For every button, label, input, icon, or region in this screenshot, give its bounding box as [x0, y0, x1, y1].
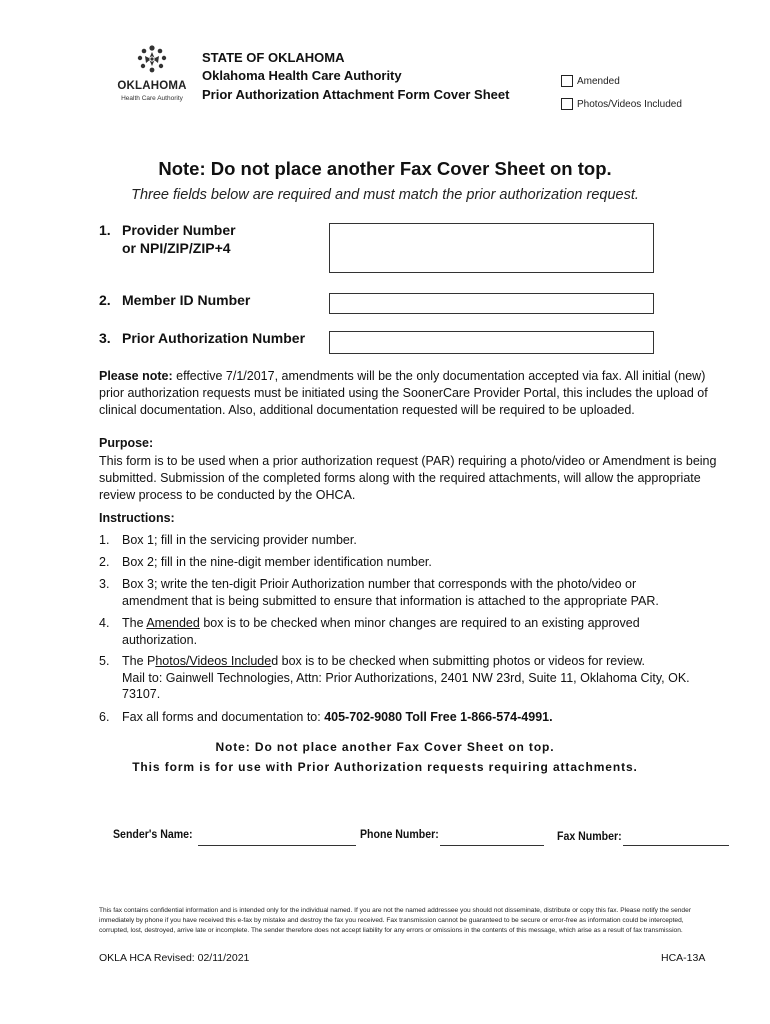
purpose-heading: Purpose:: [99, 436, 154, 450]
bottom-note-line2: This form is for use with Prior Authorization requests requiring attachments.: [132, 760, 638, 774]
oklahoma-emblem-icon: [132, 44, 172, 80]
provider-number-field[interactable]: [329, 223, 654, 273]
amended-underlined: Amended: [146, 616, 200, 630]
form-title: Prior Authorization Attachment Form Cover Sheet: [202, 87, 510, 102]
provider-number-label: 1. Provider Number: [99, 222, 236, 238]
senders-name-field[interactable]: [198, 845, 356, 846]
member-id-field[interactable]: [329, 293, 654, 314]
instruction-item: 4. The Amended box is to be checked when minor changes are required to an existing approved authorization.: [99, 616, 640, 647]
prior-auth-number-label: 3. Prior Authorization Number: [99, 330, 306, 346]
instruction-item: 1. Box 1; fill in the servicing provider number.: [99, 533, 357, 547]
form-id: HCA-13A: [661, 952, 706, 964]
required-fields-note: Three fields below are required and must match the prior authorization request.: [131, 187, 639, 203]
fax-numbers: 405-702-9080 Toll Free 1-866-574-4991.: [324, 710, 553, 724]
amended-label: Amended: [577, 76, 620, 87]
ohca-logo: [112, 44, 192, 108]
logo-subtitle: Health Care Authority: [121, 95, 183, 102]
prior-auth-number-field[interactable]: [329, 331, 654, 354]
instruction-item: 2. Box 2; fill in the nine-digit member identification number.: [99, 555, 432, 569]
state-heading: STATE OF OKLAHOMA: [202, 50, 345, 65]
member-id-label: 2. Member ID Number: [99, 292, 251, 308]
phone-number-label: Phone Number:: [360, 829, 439, 841]
senders-name-label: Sender's Name:: [113, 829, 193, 841]
purpose-text: This form is to be used when a prior authorization request (PAR) requiring a photo/video or Amendment is being submitted. Submission of the completed forms along with the required attachments, will allow the appropriate review process to be conducted by the OHCA.: [99, 454, 717, 502]
fax-cover-note: Note: Do not place another Fax Cover Sheet on top.: [158, 158, 612, 179]
provider-number-label-line2: or NPI/ZIP/ZIP+4: [122, 240, 231, 256]
photos-videos-checkbox[interactable]: [561, 98, 573, 110]
phone-number-field[interactable]: [440, 845, 544, 846]
mailing-address: Mail to: Gainwell Technologies, Attn: Prior Authorizations, 2401 NW 23rd, Suite 11, Oklahoma City, OK. 73107.: [122, 670, 690, 701]
amended-checkbox[interactable]: [561, 75, 573, 87]
photos-videos-underlined: hotos/Videos Include: [155, 654, 272, 668]
instruction-item: 3. Box 3; write the ten-digit Prioir Authorization number that corresponds with the photo/video or amendment that is being submitted to ensure that information is attached to the appropriate PAR.: [99, 577, 659, 608]
bottom-note-line1: Note: Do not place another Fax Cover Sheet on top.: [215, 740, 555, 754]
please-note-paragraph: [99, 368, 719, 419]
please-note-label: Please note:: [99, 369, 173, 383]
please-note-text: effective 7/1/2017, amendments will be the only documentation accepted via fax. All initial (new) prior authorization requests must be initiated using the SoonerCare Provider Portal, this includes the upload of clinical documentation. Also, additional documentation requested will be required to be uploaded.: [99, 369, 708, 417]
agency-heading: Oklahoma Health Care Authority: [202, 68, 402, 83]
instruction-item: 6. Fax all forms and documentation to: 405-702-9080 Toll Free 1-866-574-4991.: [99, 710, 553, 724]
fax-number-field[interactable]: [623, 845, 729, 846]
logo-name: OKLAHOMA: [117, 80, 187, 92]
fax-number-label: Fax Number:: [557, 831, 622, 843]
confidentiality-disclaimer: This fax contains confidential information and is intended only for the individual named. If you are not the named addressee you should not disseminate, distribute or copy this fax. Please notify the sender immediately by phone if you have received this e-fax by mistake and destroy the fax you received. Fax transmission cannot be guaranteed to be secure or error-free as information could be intercepted, corrupted, lost, destroyed, arrive late or incomplete. The sender therefore does not accept liability for any errors or omissions in the contents of this message, which arise as a result of fax transmission.: [99, 907, 691, 934]
instruction-item: 5. The Photos/Videos Included box is to be checked when submitting photos or videos for review. Mail to: Gainwell Technologies, Attn: Prior Authorizations, 2401 NW 23rd, Suite 11, Oklahoma City, OK. 73107.: [99, 654, 690, 701]
photos-videos-label: Photos/Videos Included: [577, 99, 682, 110]
instructions-heading: Instructions:: [99, 511, 175, 525]
revision-date: OKLA HCA Revised: 02/11/2021: [99, 952, 250, 964]
